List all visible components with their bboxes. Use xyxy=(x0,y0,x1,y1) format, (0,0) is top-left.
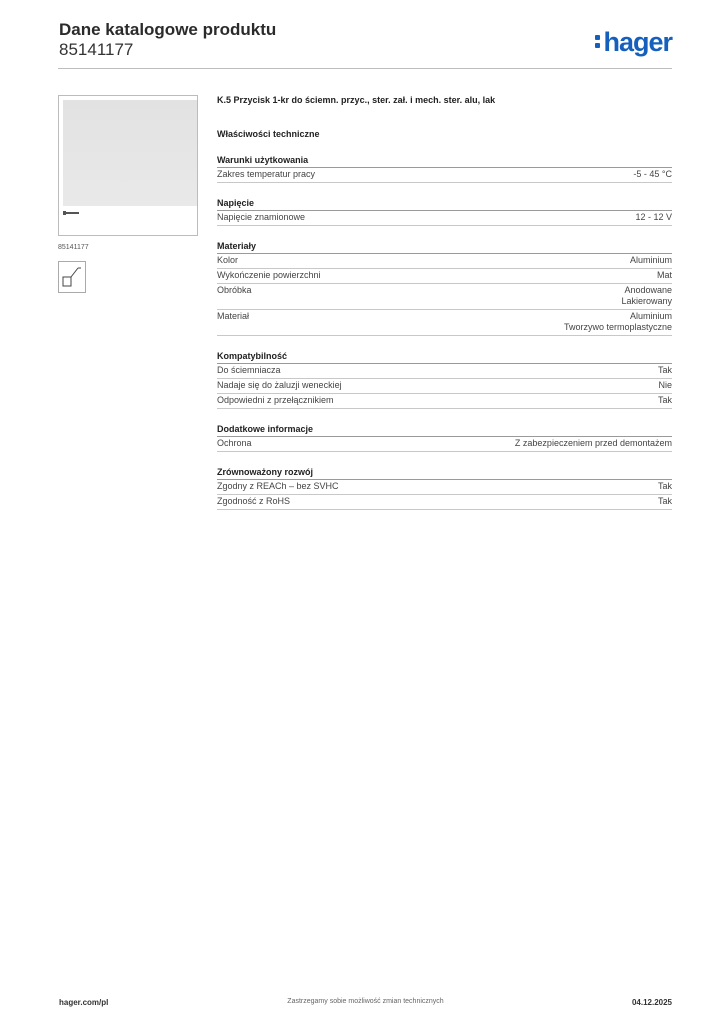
spec-label: Zgodny z REACh – bez SVHC xyxy=(217,481,339,491)
spec-section xyxy=(217,240,672,336)
logo-dots-icon xyxy=(595,28,601,50)
header-divider xyxy=(58,68,672,69)
document-title: Dane katalogowe produktu xyxy=(59,20,277,39)
spec-row xyxy=(217,211,672,226)
section-heading: Kompatybilność xyxy=(217,350,672,364)
section-heading: Warunki użytkowania xyxy=(217,154,672,168)
dimmer-switch-symbol-icon xyxy=(58,261,86,293)
screw-icon xyxy=(63,212,79,215)
spec-section xyxy=(217,423,672,452)
document-product-code: 85141177 xyxy=(59,40,134,59)
section-heading: Dodatkowe informacje xyxy=(217,423,672,437)
spec-value xyxy=(658,395,672,406)
spec-row xyxy=(217,437,672,452)
spec-label: Zakres temperatur pracy xyxy=(217,169,316,179)
spec-label: Wykończenie powierzchni xyxy=(217,270,321,280)
spec-section xyxy=(217,350,672,409)
spec-value xyxy=(564,311,672,333)
spec-label: Nadaje się do żaluzji weneckiej xyxy=(217,380,342,390)
spec-value xyxy=(658,481,672,492)
spec-value xyxy=(658,365,672,376)
spec-value-line: Tak xyxy=(657,481,672,491)
section-heading: Zrównoważony rozwój xyxy=(217,466,672,480)
spec-value xyxy=(621,285,672,307)
spec-label: Napięcie znamionowe xyxy=(217,212,306,222)
section-heading: Materiały xyxy=(217,240,672,254)
footer-date: 04.12.2025 xyxy=(631,998,672,1007)
spec-label: Materiał xyxy=(217,311,250,321)
spec-value-line: Tak xyxy=(657,395,672,405)
spec-value-line: Anodowane xyxy=(624,285,672,295)
spec-row xyxy=(217,269,672,284)
section-heading: Napięcie xyxy=(217,197,672,211)
spec-value-line: Lakierowany xyxy=(621,296,672,306)
spec-row xyxy=(217,284,672,310)
spec-section xyxy=(217,154,672,183)
spec-value xyxy=(630,255,672,266)
spec-value xyxy=(658,380,672,391)
spec-row xyxy=(217,310,672,336)
spec-label: Ochrona xyxy=(217,438,252,448)
spec-row xyxy=(217,495,672,510)
spec-row xyxy=(217,364,672,379)
spec-value-line: Aluminium xyxy=(629,255,672,265)
spec-value xyxy=(633,169,672,180)
product-image-frame[interactable] xyxy=(58,95,198,236)
spec-value-line: Aluminium xyxy=(629,311,672,321)
spec-row xyxy=(217,480,672,495)
spec-value xyxy=(635,212,672,223)
specification-area xyxy=(217,94,672,510)
hager-logo[interactable] xyxy=(595,28,672,56)
spec-label: Zgodność z RoHS xyxy=(217,496,291,506)
spec-section xyxy=(217,466,672,510)
spec-row xyxy=(217,168,672,183)
spec-value xyxy=(657,270,672,281)
spec-value-line: Z zabezpieczeniem przed demontażem xyxy=(514,438,672,448)
footer-disclaimer: Zastrzegamy sobie możliwość zmian technicznych xyxy=(287,998,444,1005)
spec-value-line: Tak xyxy=(657,496,672,506)
spec-sections xyxy=(217,154,672,510)
spec-value-line: 12 - 12 V xyxy=(635,212,672,222)
spec-row xyxy=(217,379,672,394)
spec-section xyxy=(217,197,672,226)
spec-value-line: -5 - 45 °C xyxy=(633,169,672,179)
spec-value xyxy=(658,496,672,507)
spec-row xyxy=(217,254,672,269)
spec-label: Do ściemniacza xyxy=(217,365,281,375)
technical-properties-heading: Właściwości techniczne xyxy=(217,129,320,139)
product-photo xyxy=(63,100,197,206)
spec-row xyxy=(217,394,672,409)
spec-label: Obróbka xyxy=(217,285,252,295)
product-title: K.5 Przycisk 1-kr do ściemn. przyc., ster. zał. i mech. ster. alu, lak xyxy=(217,95,496,105)
spec-value-line: Tworzywo termoplastyczne xyxy=(563,322,672,332)
spec-label: Odpowiedni z przełącznikiem xyxy=(217,395,334,405)
footer-website-link[interactable]: hager.com/pl xyxy=(59,998,109,1007)
document-header xyxy=(59,20,276,60)
spec-value xyxy=(515,438,672,449)
spec-value-line: Nie xyxy=(658,380,672,390)
spec-value-line: Mat xyxy=(656,270,672,280)
product-code-caption: 85141177 xyxy=(58,244,89,251)
spec-value-line: Tak xyxy=(657,365,672,375)
logo-text: hager xyxy=(603,27,672,57)
spec-label: Kolor xyxy=(217,255,239,265)
